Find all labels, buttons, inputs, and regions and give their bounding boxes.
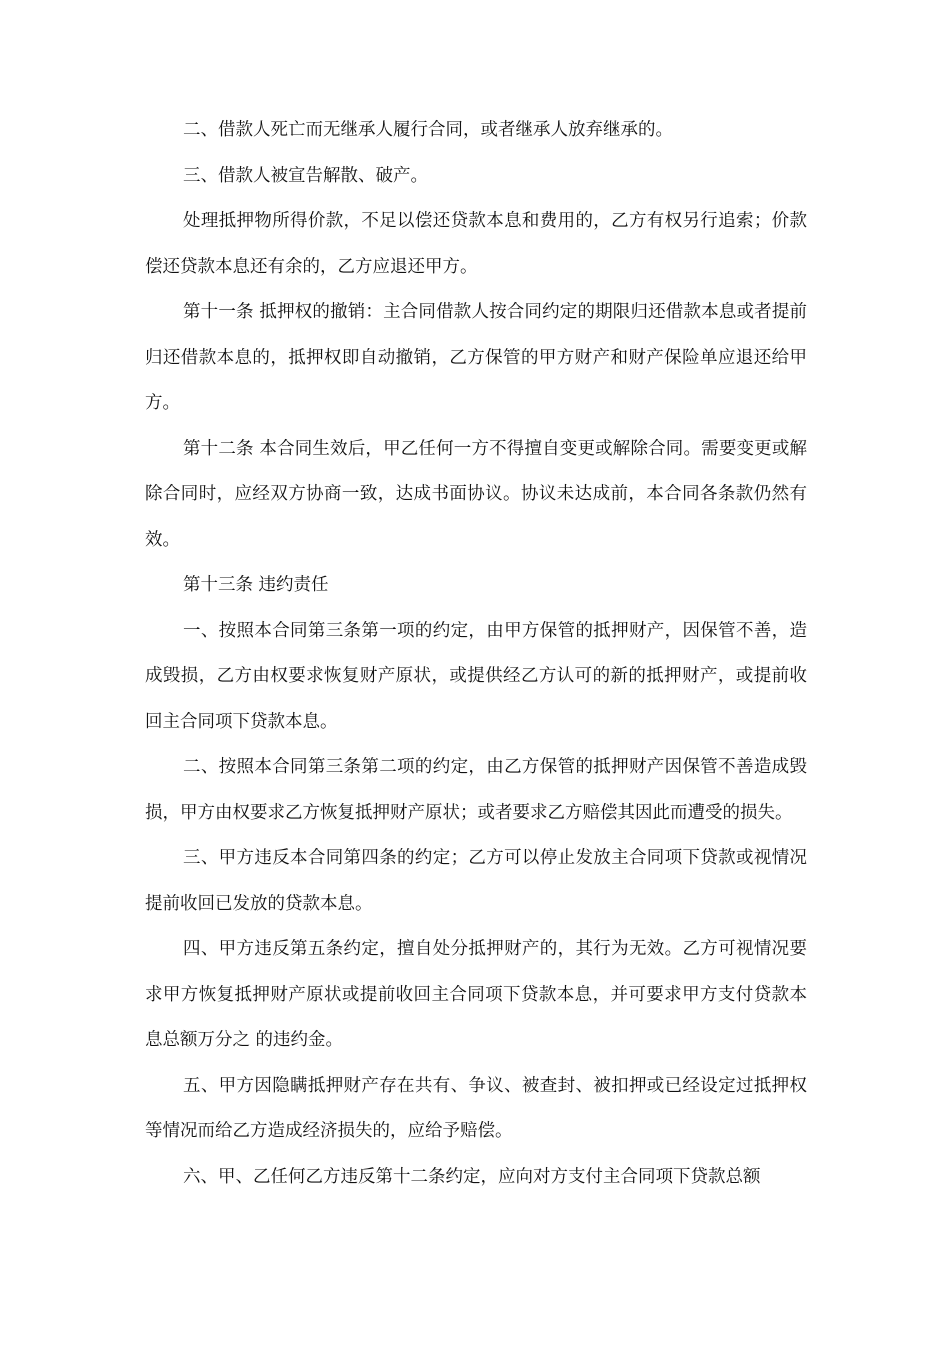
paragraph-article-13-heading: 第十三条 违约责任 [183, 575, 329, 595]
paragraph-clause-5: 五、甲方因隐瞒抵押财产存在共有、争议、被查封、被扣押或已经设定过抵押权等情况而给乙方造成经济损失的，应给予赔偿。 [145, 1075, 807, 1141]
paragraph-2: 三、借款人被宣告解散、破产。 [183, 165, 428, 186]
paragraph-clause-4: 四、甲方违反第五条约定，擅自处分抵押财产的，其行为无效。乙方可视情况要求甲方恢复抵押财产原状或提前收回主合同项下贷款本息，并可要求甲方支付贷款本息总额万分之 的违约金。 [145, 939, 807, 1050]
paragraph-article-11: 第十一条 抵押权的撤销：主合同借款人按合同约定的期限归还借款本息或者提前归还借款本息的，抵押权即自动撤销，乙方保管的甲方财产和财产保险单应退还给甲方。 [145, 302, 807, 413]
paragraph-clause-2: 二、按照本合同第三条第二项的约定，由乙方保管的抵押财产因保管不善造成毁损，甲方由权要求乙方恢复抵押财产原状；或者要求乙方赔偿其因此而遭受的损失。 [145, 757, 807, 823]
document-body [145, 108, 807, 1200]
paragraph-1: 二、借款人死亡而无继承人履行合同，或者继承人放弃继承的。 [183, 120, 673, 140]
paragraph-clause-3: 三、甲方违反本合同第四条的约定；乙方可以停止发放主合同项下贷款或视情况提前收回已发放的贷款本息。 [145, 848, 807, 914]
paragraph-article-12: 第十二条 本合同生效后，甲乙任何一方不得擅自变更或解除合同。需要变更或解除合同时，应经双方协商一致，达成书面协议。协议未达成前，本合同各条款仍然有效。 [145, 438, 807, 550]
paragraph-clause-6: 六、甲、乙任何乙方违反第十二条约定，应向对方支付主合同项下贷款总额 [183, 1166, 761, 1187]
paragraph-clause-1: 一、按照本合同第三条第一项的约定，由甲方保管的抵押财产，因保管不善，造成毁损，乙方由权要求恢复财产原状，或提供经乙方认可的新的抵押财产，或提前收回主合同项下贷款本息。 [145, 620, 807, 732]
paragraph-3: 处理抵押物所得价款，不足以偿还贷款本息和费用的，乙方有权另行追索；价款偿还贷款本息还有余的，乙方应退还甲方。 [145, 211, 807, 277]
